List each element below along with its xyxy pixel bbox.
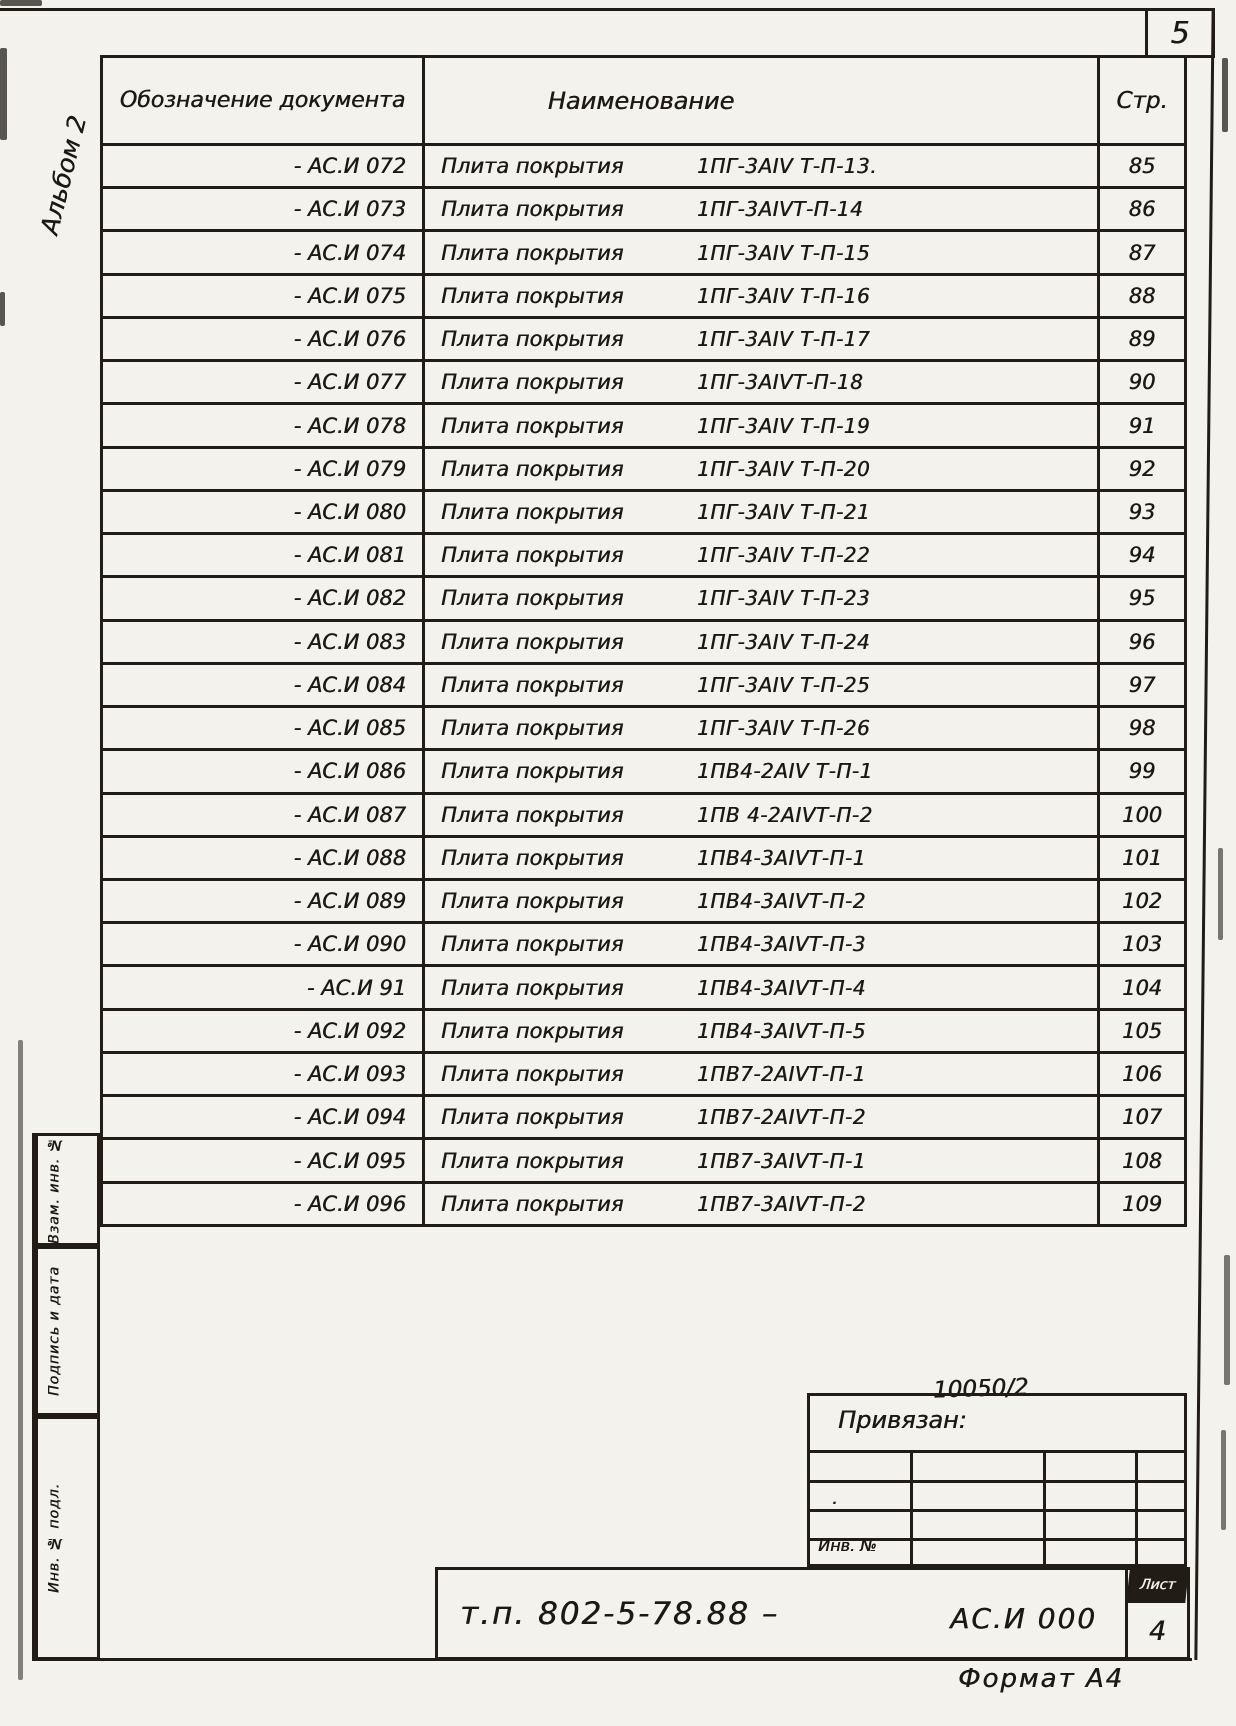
sheet-number: 5: [1170, 15, 1190, 51]
margin-label-vzam: Взам. инв. №: [35, 1136, 71, 1243]
cell-designation: - АС.И 079: [103, 449, 425, 489]
cell-page: 93: [1128, 499, 1156, 524]
header-name: Наименование: [425, 58, 1100, 143]
cell-mark: 1ПГ-3АIV Т-П-13.: [697, 154, 877, 179]
sheet-cell-label: Лист: [1126, 1570, 1188, 1603]
cell-name: [425, 578, 1100, 618]
table-row: [103, 449, 1184, 492]
cell-page: 86: [1128, 197, 1156, 222]
cell-page: 109: [1121, 1191, 1163, 1216]
cell-name: [425, 665, 1100, 705]
reference-inv-label: Инв. №: [818, 1536, 877, 1555]
cell-mark: 1ПГ-3АIV Т-П-24: [697, 629, 871, 654]
cell-mark: 1ПВ4-3АIVТ-П-5: [697, 1018, 866, 1043]
cell-mark: 1ПГ-3АIVТ-П-14: [697, 197, 864, 222]
cell-page: 87: [1128, 240, 1156, 265]
cell-name: [425, 967, 1100, 1007]
cell-mark: 1ПГ-3АIVТ-П-18: [697, 370, 864, 395]
reference-block: [807, 1393, 1187, 1567]
header-page: Стр.: [1116, 87, 1168, 114]
table-row: [103, 535, 1184, 578]
margin-box-podpis: [32, 1246, 100, 1416]
table-row: [103, 1054, 1184, 1097]
cell-description: Плита покрытия: [441, 154, 624, 179]
cell-mark: 1ПВ4-2АIV Т-П-1: [697, 759, 873, 784]
cell-page: 90: [1128, 370, 1156, 395]
cell-page: 108: [1121, 1148, 1163, 1173]
cell-page: 101: [1121, 845, 1163, 870]
cell-mark: 1ПВ4-3АIVТ-П-3: [697, 932, 866, 957]
cell-name: [425, 232, 1100, 272]
cell-designation: - АС.И 096: [103, 1184, 425, 1224]
cell-description: Плита покрытия: [441, 543, 624, 568]
cell-page: 91: [1128, 413, 1156, 438]
cell-name: [425, 146, 1100, 186]
reference-grid-line: [910, 1450, 913, 1564]
cell-description: Плита покрытия: [441, 672, 624, 697]
cell-designation: - АС.И 073: [103, 189, 425, 229]
table-header-row: [103, 58, 1184, 146]
cell-mark: 1ПВ 4-2АIVТ-П-2: [697, 802, 873, 827]
cell-description: Плита покрытия: [441, 629, 624, 654]
cell-name: [425, 1011, 1100, 1051]
document-code: АС.И 000: [950, 1602, 1097, 1635]
cell-name: [425, 492, 1100, 532]
cell-designation: - АС.И 083: [103, 622, 425, 662]
cell-designation: - АС.И 074: [103, 232, 425, 272]
cell-designation: - АС.И 076: [103, 319, 425, 359]
cell-name: [425, 276, 1100, 316]
cell-page: 85: [1128, 154, 1156, 179]
reference-title: Привязан:: [838, 1406, 967, 1434]
scan-artifact: [1224, 1255, 1230, 1385]
cell-page: 105: [1121, 1018, 1163, 1043]
cell-designation: - АС.И 080: [103, 492, 425, 532]
cell-mark: 1ПВ4-3АIVТ-П-2: [697, 889, 866, 914]
sheet-cell-value: 4: [1148, 1615, 1167, 1647]
table-row: [103, 881, 1184, 924]
margin-label-podpis: Подпись и дата: [35, 1249, 71, 1413]
table-row: [103, 622, 1184, 665]
table-row: [103, 189, 1184, 232]
format-label: Формат А4: [958, 1664, 1125, 1694]
margin-box-vzam: [32, 1133, 100, 1246]
cell-page: 94: [1128, 543, 1156, 568]
cell-page: 89: [1128, 327, 1156, 352]
cell-description: Плита покрытия: [441, 889, 624, 914]
cell-designation: - АС.И 082: [103, 578, 425, 618]
cell-designation: - АС.И 094: [103, 1097, 425, 1137]
table-row: [103, 1140, 1184, 1183]
cell-description: Плита покрытия: [441, 759, 624, 784]
cell-page: 95: [1128, 586, 1156, 611]
table-row: [103, 924, 1184, 967]
reference-grid-line: [810, 1509, 1184, 1512]
reference-grid-line: [810, 1480, 1184, 1483]
scan-artifact: [1218, 848, 1223, 940]
cell-name: [425, 319, 1100, 359]
cell-description: Плита покрытия: [441, 802, 624, 827]
cell-description: Плита покрытия: [441, 283, 624, 308]
cell-name: [425, 708, 1100, 748]
cell-designation: - АС.И 086: [103, 751, 425, 791]
table-row: [103, 795, 1184, 838]
reference-grid-line: [810, 1450, 1184, 1453]
cell-name: [425, 1054, 1100, 1094]
table-row: [103, 708, 1184, 751]
cell-mark: 1ПГ-3АIV Т-П-25: [697, 672, 871, 697]
cell-name: [425, 535, 1100, 575]
document-index-table: [100, 55, 1187, 1227]
cell-description: Плита покрытия: [441, 499, 624, 524]
title-block: [435, 1567, 1190, 1660]
table-row: [103, 405, 1184, 448]
cell-mark: 1ПВ7-2АIVТ-П-1: [697, 1062, 866, 1087]
cell-name: [425, 189, 1100, 229]
cell-page: 102: [1121, 889, 1163, 914]
sheet-number-box: [1145, 8, 1215, 58]
cell-mark: 1ПГ-3АIV Т-П-23: [697, 586, 871, 611]
cell-page: 92: [1128, 456, 1156, 481]
cell-description: Плита покрытия: [441, 240, 624, 265]
cell-mark: 1ПВ4-3АIVТ-П-1: [697, 845, 866, 870]
cell-page: 103: [1121, 932, 1163, 957]
cell-page: 104: [1121, 975, 1163, 1000]
sheet-cell: [1125, 1570, 1187, 1657]
table-row: [103, 362, 1184, 405]
cell-page: 97: [1128, 672, 1156, 697]
index-table-body: [103, 146, 1184, 1224]
cell-page: 106: [1121, 1062, 1163, 1087]
cell-description: Плита покрытия: [441, 586, 624, 611]
cell-designation: - АС.И 072: [103, 146, 425, 186]
cell-mark: 1ПГ-3АIV Т-П-16: [697, 283, 871, 308]
cell-page: 98: [1128, 716, 1156, 741]
cell-designation: - АС.И 077: [103, 362, 425, 402]
cell-mark: 1ПВ7-2АIVТ-П-2: [697, 1105, 866, 1130]
table-row: [103, 1184, 1184, 1224]
cell-designation: - АС.И 093: [103, 1054, 425, 1094]
cell-description: Плита покрытия: [441, 1018, 624, 1043]
cell-description: Плита покрытия: [441, 845, 624, 870]
table-row: [103, 1011, 1184, 1054]
table-row: [103, 665, 1184, 708]
reference-grid-line: [1135, 1450, 1138, 1564]
cell-description: Плита покрытия: [441, 1148, 624, 1173]
cell-designation: - АС.И 087: [103, 795, 425, 835]
cell-name: [425, 449, 1100, 489]
cell-mark: 1ПГ-3АIV Т-П-21: [697, 499, 871, 524]
project-code: т.п. 802-5-78.88 –: [460, 1596, 780, 1632]
cell-name: [425, 622, 1100, 662]
cell-name: [425, 405, 1100, 445]
cell-page: 107: [1121, 1105, 1163, 1130]
cell-description: Плита покрытия: [441, 716, 624, 741]
cell-page: 88: [1128, 283, 1156, 308]
cell-name: [425, 362, 1100, 402]
frame-top-line: [0, 8, 1148, 11]
cell-description: Плита покрытия: [441, 456, 624, 481]
cell-page: 99: [1128, 759, 1156, 784]
cell-designation: - АС.И 084: [103, 665, 425, 705]
cell-description: Плита покрытия: [441, 370, 624, 395]
cell-description: Плита покрытия: [441, 413, 624, 438]
scan-artifact: [1222, 58, 1228, 132]
scan-artifact: [18, 1040, 23, 1680]
cell-description: Плита покрытия: [441, 1062, 624, 1087]
reference-dot-mark: .: [832, 1488, 838, 1509]
frame-right-line: [1194, 8, 1214, 1660]
cell-mark: 1ПГ-3АIV Т-П-22: [697, 543, 871, 568]
cell-mark: 1ПВ7-3АIVТ-П-1: [697, 1148, 866, 1173]
cell-page: 100: [1121, 802, 1163, 827]
table-row: [103, 1097, 1184, 1140]
cell-description: Плита покрытия: [441, 1191, 624, 1216]
cell-mark: 1ПГ-3АIV Т-П-15: [697, 240, 871, 265]
table-row: [103, 319, 1184, 362]
table-row: [103, 276, 1184, 319]
cell-mark: 1ПГ-3АIV Т-П-19: [697, 413, 871, 438]
cell-designation: - АС.И 078: [103, 405, 425, 445]
cell-name: [425, 795, 1100, 835]
cell-designation: - АС.И 91: [103, 967, 425, 1007]
reference-grid-line: [1043, 1450, 1046, 1564]
cell-designation: - АС.И 088: [103, 838, 425, 878]
cell-page: 96: [1128, 629, 1156, 654]
cell-mark: 1ПГ-3АIV Т-П-26: [697, 716, 871, 741]
cell-designation: - АС.И 081: [103, 535, 425, 575]
scan-artifact: [1221, 1430, 1226, 1530]
scan-artifact: [0, 292, 5, 326]
table-row: [103, 967, 1184, 1010]
cell-description: Плита покрытия: [441, 197, 624, 222]
cell-designation: - АС.И 095: [103, 1140, 425, 1180]
cell-name: [425, 881, 1100, 921]
cell-name: [425, 924, 1100, 964]
cell-name: [425, 1184, 1100, 1224]
header-designation: Обозначение документа: [103, 58, 425, 143]
cell-designation: - АС.И 090: [103, 924, 425, 964]
cell-name: [425, 1140, 1100, 1180]
cell-designation: - АС.И 075: [103, 276, 425, 316]
margin-box-inv: [32, 1416, 100, 1660]
stamp-number: 10050/2: [932, 1374, 1029, 1404]
cell-designation: - АС.И 092: [103, 1011, 425, 1051]
table-row: [103, 751, 1184, 794]
cell-mark: 1ПВ7-3АIVТ-П-2: [697, 1191, 866, 1216]
table-row: [103, 578, 1184, 621]
table-row: [103, 838, 1184, 881]
cell-name: [425, 751, 1100, 791]
cell-description: Плита покрытия: [441, 327, 624, 352]
cell-description: Плита покрытия: [441, 975, 624, 1000]
cell-description: Плита покрытия: [441, 932, 624, 957]
cell-designation: - АС.И 089: [103, 881, 425, 921]
cell-description: Плита покрытия: [441, 1105, 624, 1130]
table-row: [103, 146, 1184, 189]
cell-designation: - АС.И 085: [103, 708, 425, 748]
cell-name: [425, 838, 1100, 878]
scan-artifact: [0, 0, 42, 6]
cell-name: [425, 1097, 1100, 1137]
cell-mark: 1ПВ4-3АIVТ-П-4: [697, 975, 866, 1000]
album-label: Альбом 2: [34, 112, 92, 238]
cell-mark: 1ПГ-3АIV Т-П-17: [697, 327, 871, 352]
table-row: [103, 492, 1184, 535]
cell-mark: 1ПГ-3АIV Т-П-20: [697, 456, 871, 481]
table-row: [103, 232, 1184, 275]
margin-label-inv: Инв. № подл.: [35, 1419, 71, 1657]
